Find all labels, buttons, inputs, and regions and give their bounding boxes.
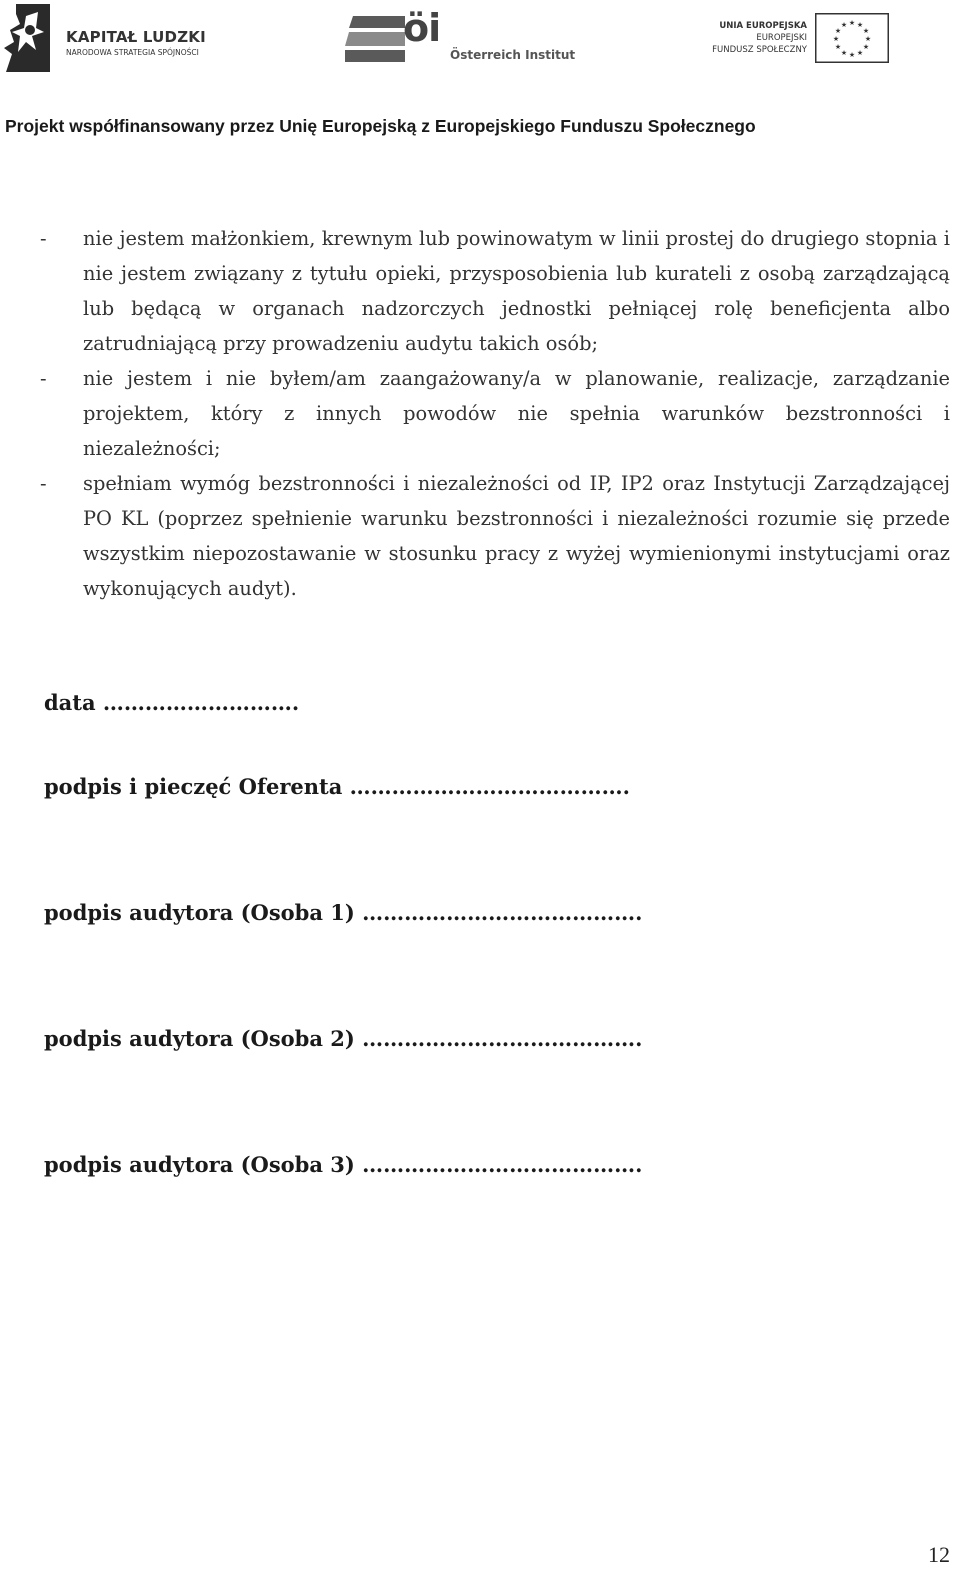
svg-text:★: ★ bbox=[840, 21, 848, 29]
header-logos bbox=[0, 0, 960, 80]
statement-text: nie jestem małżonkiem, krewnym lub powinowatym w linii prostej do drugiego stopnia i nie jestem związany z tytułu opieki, przysposobienia lub kurateli z osobą zarządzającą lub będącą w organach nadzorczych jednostki pełniącej rolę beneficjenta albo zatrudniającą przy prowadzeniu audytu takich osób; bbox=[83, 227, 950, 355]
statement-list bbox=[40, 221, 950, 606]
osterreich-institut-bars-icon bbox=[345, 14, 405, 64]
osterreich-institut-letters: öi bbox=[403, 6, 441, 50]
auditor3-signature-label: podpis audytora (Osoba 3) bbox=[44, 1152, 355, 1177]
svg-text:★: ★ bbox=[864, 35, 872, 43]
svg-text:★: ★ bbox=[834, 27, 842, 35]
svg-text:★: ★ bbox=[848, 19, 856, 27]
offerer-signature-label: podpis i pieczęć Oferenta bbox=[44, 774, 343, 799]
kapital-ludzki-logo bbox=[2, 2, 242, 74]
svg-text:★: ★ bbox=[862, 27, 870, 35]
statement-text: spełniam wymóg bezstronności i niezależności od IP, IP2 oraz Instytucji Zarządzającej PO KL (poprzez spełnienie warunku bezstronności i niezależności rozumie się przede wszystkim niepozostawanie w stosunku pracy z wyżej wymienionymi instytucjami oraz wykonujących audyt). bbox=[83, 472, 950, 600]
project-caption: Projekt współfinansowany przez Unię Europejską z Europejskiego Funduszu Społecznego bbox=[5, 116, 756, 136]
list-bullet: - bbox=[40, 227, 47, 250]
osterreich-institut-name: Österreich Institut bbox=[450, 48, 576, 62]
svg-text:★: ★ bbox=[856, 21, 864, 29]
eu-flag-icon bbox=[815, 13, 889, 63]
offerer-signature-line bbox=[44, 774, 630, 799]
kapital-ludzki-title: KAPITAŁ LUDZKI bbox=[66, 28, 206, 46]
statement-text: nie jestem i nie byłem/am zaangażowany/a w planowanie, realizacje, zarządzanie projektem, który z innych powodów nie spełnia warunków bezstronności i niezależności; bbox=[83, 367, 950, 460]
eu-text-line3: FUNDUSZ SPOŁECZNY bbox=[712, 45, 807, 55]
osterreich-institut-logo bbox=[345, 6, 576, 68]
list-bullet: - bbox=[40, 472, 47, 495]
page-number: 12 bbox=[928, 1542, 950, 1567]
kapital-ludzki-mark-icon bbox=[2, 2, 54, 74]
offerer-signature-dots: …………………………………. bbox=[349, 774, 630, 799]
svg-text:★: ★ bbox=[848, 51, 856, 59]
list-item bbox=[40, 361, 950, 466]
svg-text:★: ★ bbox=[856, 49, 864, 57]
list-item bbox=[40, 466, 950, 606]
auditor2-signature-label: podpis audytora (Osoba 2) bbox=[44, 1026, 355, 1051]
eu-text-line2: EUROPEJSKI bbox=[756, 33, 807, 43]
eu-text bbox=[712, 20, 807, 56]
eu-text-line1: UNIA EUROPEJSKA bbox=[719, 21, 807, 31]
svg-text:★: ★ bbox=[840, 49, 848, 57]
kapital-ludzki-subtitle: NARODOWA STRATEGIA SPÓJNOŚCI bbox=[66, 48, 199, 57]
list-bullet: - bbox=[40, 367, 47, 390]
eu-logo bbox=[700, 12, 895, 68]
auditor2-signature-line bbox=[44, 1026, 642, 1051]
date-line bbox=[44, 690, 299, 715]
auditor2-signature-dots: …………………………………. bbox=[362, 1026, 643, 1051]
auditor1-signature-line bbox=[44, 900, 642, 925]
auditor1-signature-dots: …………………………………. bbox=[362, 900, 643, 925]
svg-text:★: ★ bbox=[862, 43, 870, 51]
date-dots: ………………………. bbox=[102, 690, 300, 715]
auditor1-signature-label: podpis audytora (Osoba 1) bbox=[44, 900, 355, 925]
auditor3-signature-line bbox=[44, 1152, 642, 1177]
list-item bbox=[40, 221, 950, 361]
svg-text:★: ★ bbox=[834, 43, 842, 51]
date-label: data bbox=[44, 690, 96, 715]
auditor3-signature-dots: …………………………………. bbox=[362, 1152, 643, 1177]
svg-text:★: ★ bbox=[832, 35, 840, 43]
